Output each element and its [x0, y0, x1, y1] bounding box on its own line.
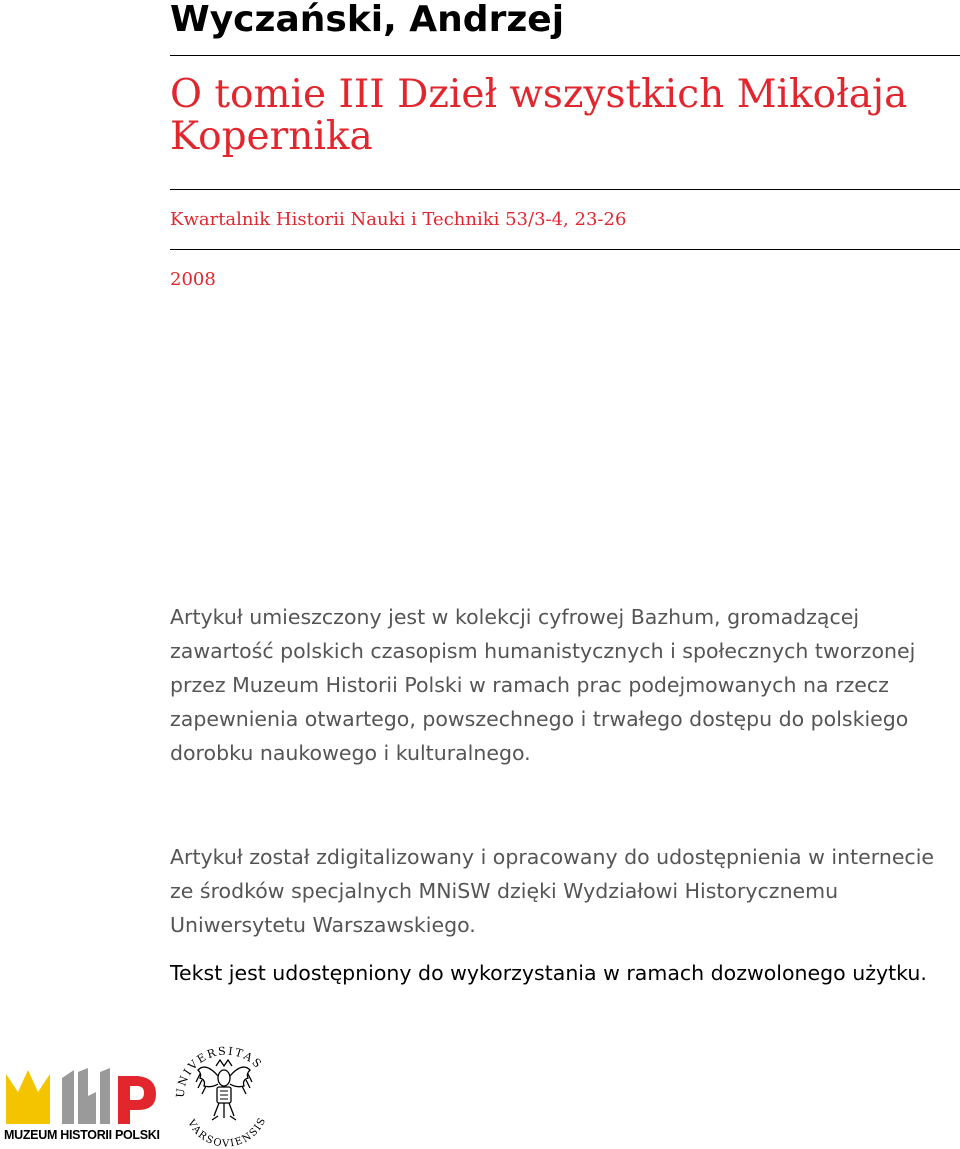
author-name: Wyczański, Andrzej — [170, 0, 565, 40]
collection-notice: Artykuł umieszczony jest w kolekcji cyfrowej Bazhum, gromadzącej zawartość polskich czasopism humanistycznych i społecznych tworzonej przez Muzeum Historii Polski w ramach prac podejmowanych na rzecz zapewnienia otwartego, powszechnego i trwałego dostępu do polskiego dorobku naukowego i kulturalnego. — [170, 605, 916, 765]
svg-text:VARSOVIENSIS — [185, 1115, 269, 1149]
university-seal-text-top: UNIVERSITAS — [174, 1044, 266, 1099]
divider-middle — [170, 189, 960, 190]
article-title: O tomie III Dzieł wszystkich Mikołaja Kopernika — [170, 72, 908, 159]
divider-bottom — [170, 249, 960, 250]
svg-text:UNIVERSITAS — [174, 1045, 265, 1099]
university-seal-text-bottom: VARSOVIENSIS — [185, 1115, 269, 1149]
museum-logo-text: MUZEUM HISTORII POLSKI — [4, 1128, 160, 1142]
university-seal-icon — [174, 1040, 274, 1149]
divider-top — [170, 55, 960, 56]
journal-citation: Kwartalnik Historii Nauki i Techniki 53/3-4, 23-26 — [170, 209, 627, 230]
usage-notice: Tekst jest udostępniony do wykorzystania w ramach dozwolonego użytku. — [170, 961, 927, 985]
publication-year: 2008 — [170, 269, 216, 290]
digitization-notice: Artykuł został zdigitalizowany i opracowany do udostępnienia w internecie ze środków specjalnych MNiSW dzięki Wydziałowi Historycznemu Uniwersytetu Warszawskiego. — [170, 845, 935, 937]
